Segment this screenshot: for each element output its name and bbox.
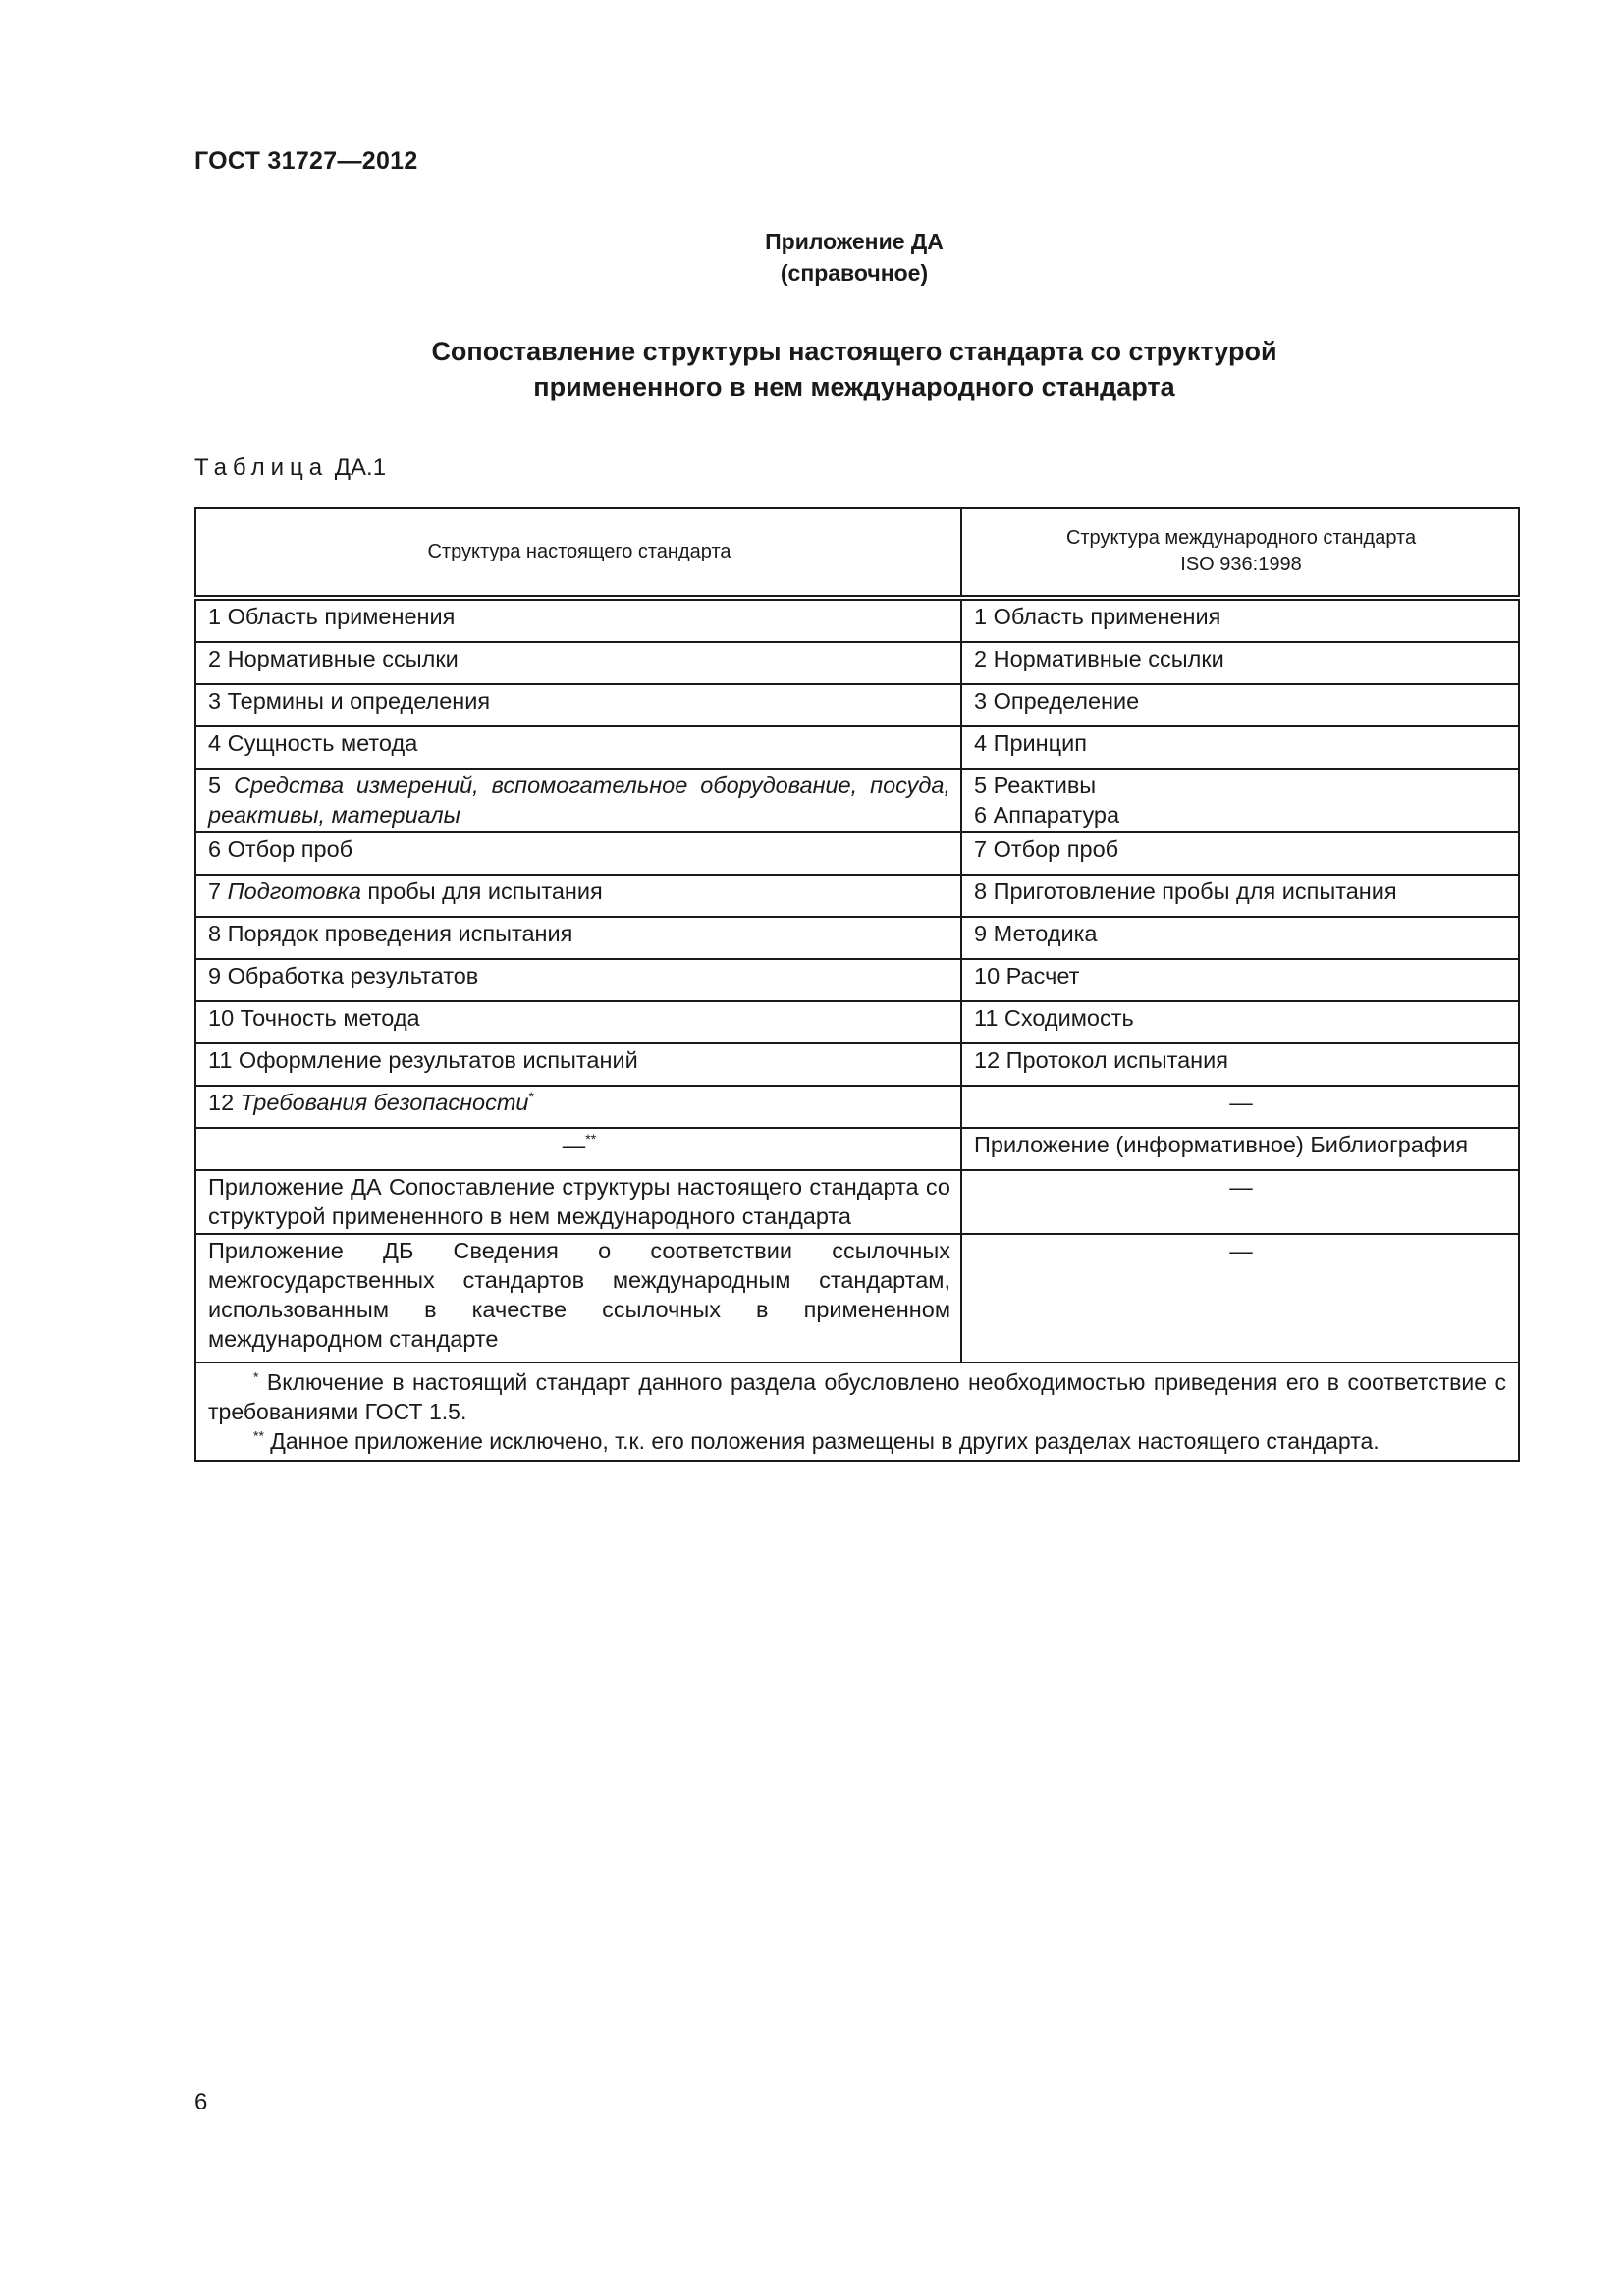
table-row (195, 726, 1519, 769)
table-label (194, 454, 386, 482)
left-cell: —** (195, 1128, 961, 1170)
table-row (195, 832, 1519, 875)
table-row (195, 875, 1519, 917)
title-line-2: примененного в нем международного стандарта (533, 372, 1175, 401)
left-cell: 6 Отбор проб (195, 832, 961, 875)
right-cell: 8 Приготовление пробы для испытания (961, 875, 1519, 917)
table-row (195, 1170, 1519, 1234)
right-cell: 2 Нормативные ссылки (961, 642, 1519, 684)
left-cell: 11 Оформление результатов испытаний (195, 1043, 961, 1086)
right-cell: 10 Расчет (961, 959, 1519, 1001)
right-cell: 9 Методика (961, 917, 1519, 959)
left-cell: 3 Термины и определения (195, 684, 961, 726)
table-row (195, 684, 1519, 726)
table-row (195, 1086, 1519, 1128)
appendix-title: Приложение ДА (765, 229, 944, 254)
right-cell: 1 Область применения (961, 598, 1519, 642)
appendix-heading (0, 226, 1624, 289)
footnote-1: * Включение в настоящий стандарт данного раздела обусловлено необходимостью приведения его в соответствие с требованиями ГОСТ 1.5. (208, 1368, 1506, 1424)
footnote-2: ** Данное приложение исключено, т.к. его положения размещены в других разделах настоящего стандарта. (253, 1427, 1380, 1454)
right-cell: 5 Реактивы 6 Аппаратура (961, 769, 1519, 832)
page-number: 6 (194, 2089, 208, 2115)
right-cell: 7 Отбор проб (961, 832, 1519, 875)
footnote-mark: ** (585, 1131, 597, 1148)
table-row (195, 1043, 1519, 1086)
left-cell: 8 Порядок проведения испытания (195, 917, 961, 959)
right-cell: — (961, 1086, 1519, 1128)
document-code: ГОСТ 31727—2012 (194, 147, 418, 175)
left-cell: 4 Сущность метода (195, 726, 961, 769)
appendix-main-title (0, 334, 1624, 404)
left-cell: Приложение ДБ Сведения о соответствии ссылочных межгосударственных стандартов международным стандартам, использованным в качестве ссылочных в примененном международном стандарте (195, 1234, 961, 1362)
left-cell: Приложение ДА Сопоставление структуры настоящего стандарта со структурой примененного в нем международного стандарта (195, 1170, 961, 1234)
right-cell: Приложение (информативное) Библиография (961, 1128, 1519, 1170)
right-cell: — (961, 1234, 1519, 1362)
table-row (195, 1128, 1519, 1170)
table-row (195, 1234, 1519, 1362)
table-label-word: Таблица (194, 454, 329, 481)
table-header-row (195, 508, 1519, 598)
table-row (195, 642, 1519, 684)
left-cell: 9 Обработка результатов (195, 959, 961, 1001)
title-line-1: Сопоставление структуры настоящего стандарта со структурой (431, 337, 1277, 366)
left-cell: 7 Подготовка пробы для испытания (195, 875, 961, 917)
table-row (195, 959, 1519, 1001)
table-notes-row (195, 1362, 1519, 1461)
right-cell: 4 Принцип (961, 726, 1519, 769)
left-cell: 2 Нормативные ссылки (195, 642, 961, 684)
table-notes (195, 1362, 1519, 1461)
table-row (195, 769, 1519, 832)
left-cell: 5 Средства измерений, вспомогательное оборудование, посуда, реактивы, материалы (195, 769, 961, 832)
col1-header: Структура настоящего стандарта (195, 508, 961, 598)
table-row (195, 1001, 1519, 1043)
structure-comparison-table (194, 507, 1520, 1462)
left-cell: 12 Требования безопасности* (195, 1086, 961, 1128)
footnote-mark: * (528, 1089, 534, 1105)
right-cell: — (961, 1170, 1519, 1234)
right-cell: 11 Сходимость (961, 1001, 1519, 1043)
col2-header: Структура международного стандарта ISO 936:1998 (961, 508, 1519, 598)
left-cell: 1 Область применения (195, 598, 961, 642)
right-cell: 12 Протокол испытания (961, 1043, 1519, 1086)
appendix-subtitle: (справочное) (780, 260, 929, 286)
left-cell: 10 Точность метода (195, 1001, 961, 1043)
right-cell: 3 Определение (961, 684, 1519, 726)
table-label-number: ДА.1 (334, 454, 387, 481)
table-row (195, 598, 1519, 642)
table-row (195, 917, 1519, 959)
